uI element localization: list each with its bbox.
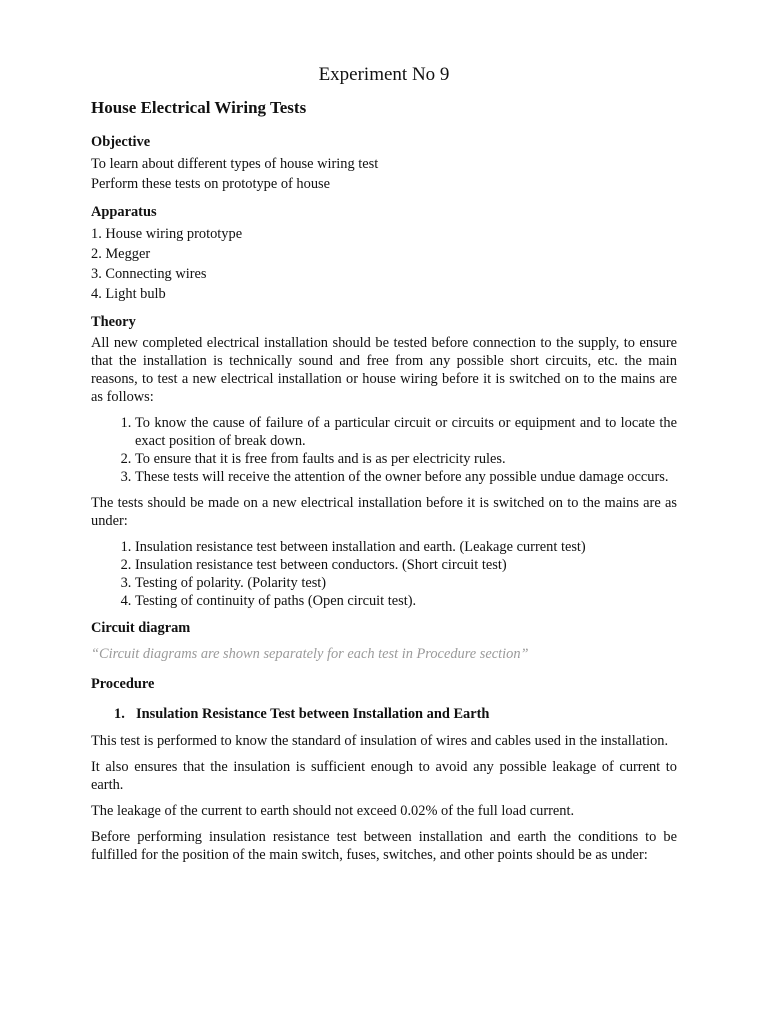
procedure-paragraph: This test is performed to know the standard of insulation of wires and cables used in the installation. [91, 733, 669, 749]
list-item: 3. Testing of polarity. (Polarity test) [135, 574, 677, 592]
list-item: 1. Insulation resistance test between installation and earth. (Leakage current test) [135, 538, 677, 556]
procedure-heading: Procedure [91, 676, 155, 692]
procedure-section [91, 674, 677, 864]
theory-heading: Theory [91, 314, 136, 330]
objective-section [91, 132, 677, 194]
procedure-subheading [91, 704, 677, 724]
subheading-text: Insulation Resistance Test between Installation and Earth [136, 706, 490, 722]
circuit-diagram-section [91, 618, 677, 664]
circuit-diagram-heading: Circuit diagram [91, 620, 191, 636]
procedure-paragraph: Before performing insulation resistance test between installation and earth the conditions to be fulfilled for the position of the main switch, fuses, switches, and other points should be as under: [91, 829, 677, 863]
theory-section [91, 312, 677, 610]
experiment-title: Experiment No 9 [318, 64, 450, 85]
objective-line: To learn about different types of house wiring test [91, 156, 379, 172]
apparatus-item: 2. Megger [91, 246, 151, 262]
objective-line: Perform these tests on prototype of house [91, 176, 330, 192]
list-item: 2. Insulation resistance test between conductors. (Short circuit test) [135, 556, 677, 574]
list-item: 2. To ensure that it is free from faults and is as per electricity rules. [135, 450, 677, 468]
procedure-paragraph: The leakage of the current to earth should not exceed 0.02% of the full load current. [91, 803, 575, 819]
circuit-diagram-note: “Circuit diagrams are shown separately for each test in Procedure section” [91, 646, 529, 662]
apparatus-item: 1. House wiring prototype [91, 226, 243, 242]
theory-intro: All new completed electrical installation should be tested before connection to the supply, to ensure that the installation is technically sound and free from any possible short circuits, etc. the main reasons, to test a new electrical installation or house wiring before it is switched on to the mains are as follows: [91, 335, 677, 405]
procedure-paragraph: It also ensures that the insulation is sufficient enough to avoid any possible leakage of current to earth. [91, 759, 677, 793]
tests-intro: The tests should be made on a new electrical installation before it is switched on to the mains are as under: [91, 495, 677, 529]
apparatus-item: 4. Light bulb [91, 286, 166, 302]
subheading-number: 1. [114, 706, 125, 722]
reasons-list [91, 414, 677, 486]
list-item: 4. Testing of continuity of paths (Open circuit test). [135, 592, 677, 610]
main-title: House Electrical Wiring Tests [91, 98, 307, 117]
list-item: 1. To know the cause of failure of a particular circuit or circuits or equipment and to locate the exact position of break down. [135, 414, 677, 450]
apparatus-item: 3. Connecting wires [91, 266, 207, 282]
tests-list [91, 538, 677, 610]
objective-heading: Objective [91, 134, 151, 150]
list-item: 3. These tests will receive the attention of the owner before any possible undue damage occurs. [135, 468, 677, 486]
apparatus-section [91, 202, 677, 304]
apparatus-heading: Apparatus [91, 204, 157, 220]
